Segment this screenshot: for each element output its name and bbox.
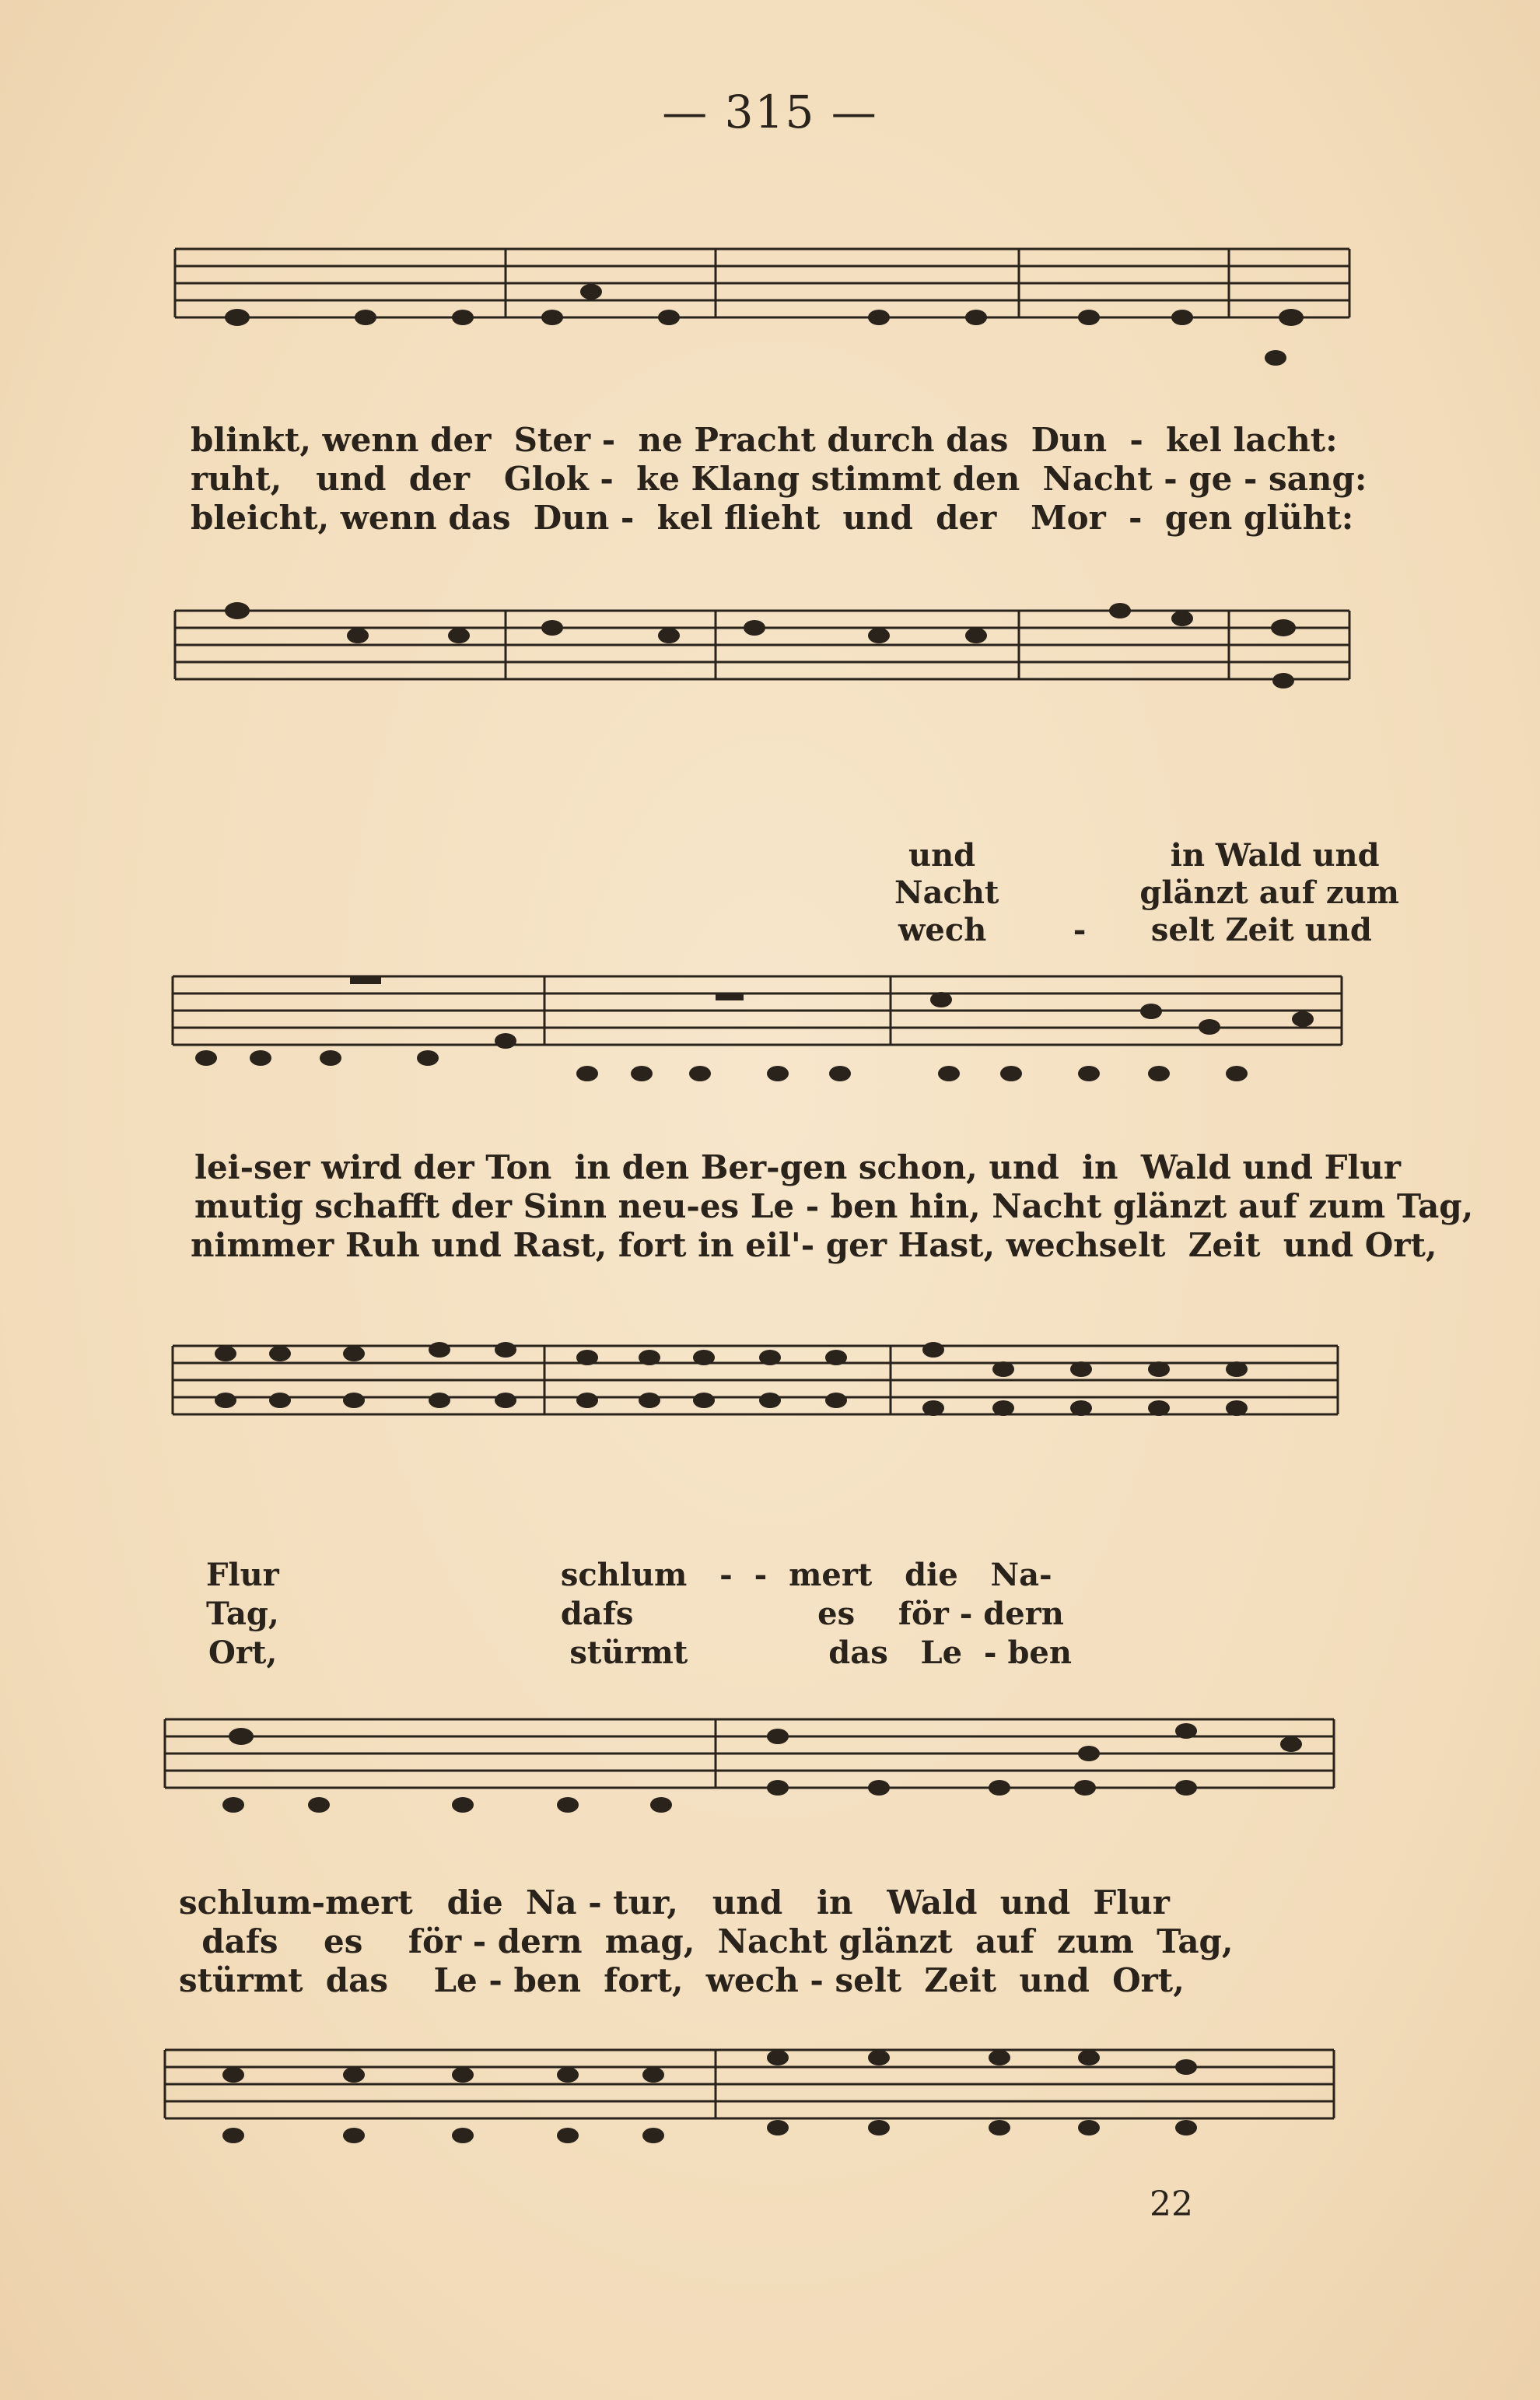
page-number: — 315 — (662, 86, 878, 138)
lower-staff-system-3 (0, 2027, 1540, 2174)
lyric-line-1-2: ruht, und der Glok - ke Klang stimmt den Nacht - ge - sang: (191, 460, 1367, 498)
lyric-line-2-3: nimmer Ruh und Rast, fort in eil'- ger Hast, wechselt Zeit und Ort, (191, 1226, 1437, 1264)
lower-staff-system-1 (0, 587, 1540, 712)
above-staff-lyric-2-2: Nacht glänzt auf zum (894, 874, 1399, 911)
lower-staff-system-2 (0, 1315, 1540, 1447)
above-staff-lyric-2-1: und in Wald und (908, 837, 1380, 874)
lyric-line-1-1: blinkt, wenn der Ster - ne Pracht durch das Dun - kel lacht: (191, 421, 1338, 459)
lyric-line-3-2: dafs es för - dern mag, Nacht glänzt auf zum Tag, (179, 1922, 1234, 1960)
lyric-line-3-1: schlum-mert die Na - tur, und in Wald und Flur (179, 1883, 1170, 1922)
lyric-line-1-3: bleicht, wenn das Dun - kel flieht und der Mor - gen glüht: (191, 499, 1354, 537)
lyric-line-3-3: stürmt das Le - ben fort, wech - selt Zeit und Ort, (179, 1961, 1185, 1999)
upper-staff-system-1 (0, 233, 1540, 373)
above-staff-lyric-3-3: Ort, stürmt das Le - ben (208, 1634, 1072, 1671)
lyric-line-2-2: mutig schafft der Sinn neu-es Le - ben hin, Nacht glänzt auf zum Tag, (194, 1187, 1474, 1225)
signature-number: 22 (1150, 2185, 1193, 2224)
upper-staff-system-3 (0, 1696, 1540, 1844)
above-staff-lyric-2-3: wech - selt Zeit und (898, 912, 1372, 948)
above-staff-lyric-3-1: Flur schlum - - mert die Na- (206, 1557, 1052, 1593)
upper-staff-system-2 (0, 957, 1540, 1112)
lyric-line-2-1: lei-ser wird der Ton in den Ber-gen schon, und in Wald und Flur (194, 1148, 1402, 1186)
above-staff-lyric-3-2: Tag, dafs es för - dern (206, 1596, 1064, 1632)
